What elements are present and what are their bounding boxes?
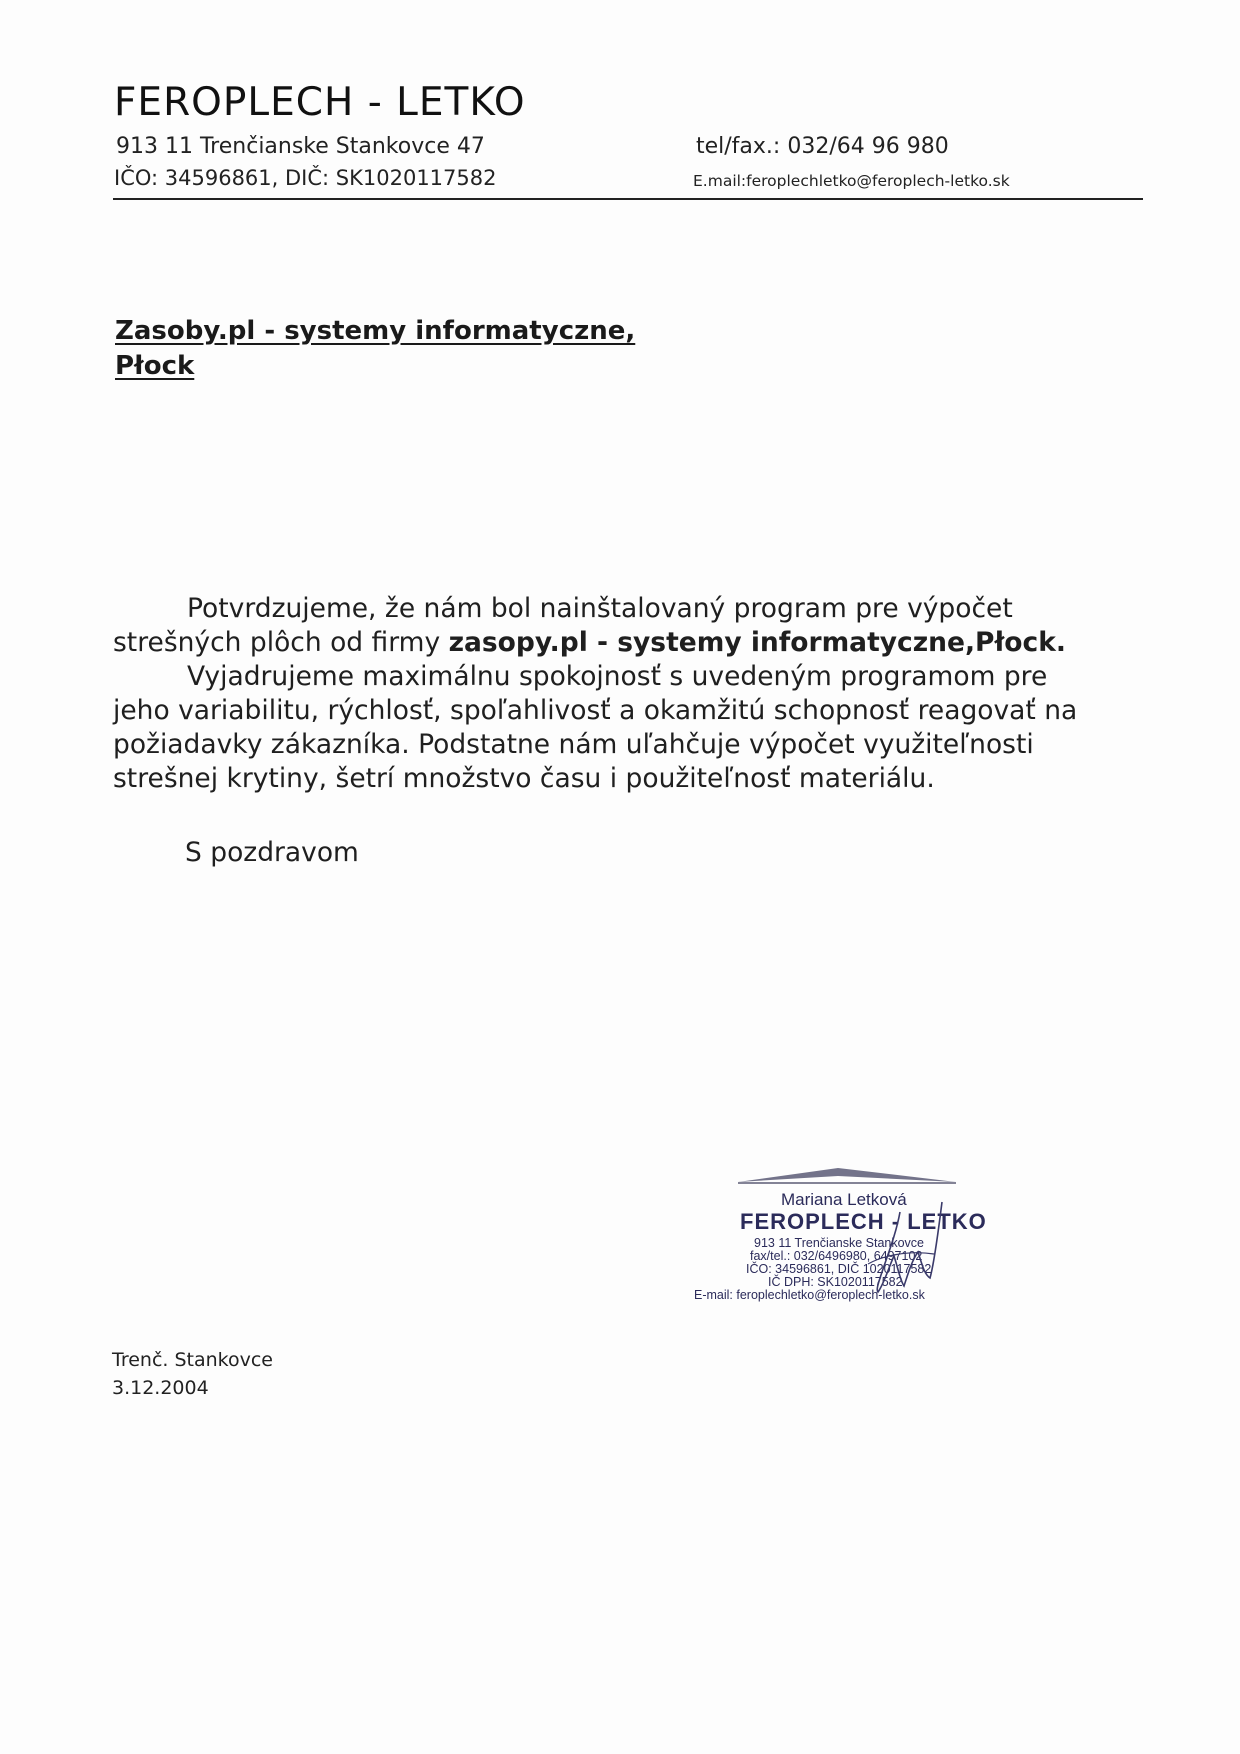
company-telfax: tel/fax.: 032/64 96 980 — [696, 134, 949, 159]
body-line: strešnej krytiny, šetrí množstvo času i použiteľnosť materiálu. — [113, 763, 935, 794]
stamp-phone: fax/tel.: 032/6496980, 6497102 — [750, 1249, 923, 1263]
letter-date: 3.12.2004 — [112, 1377, 209, 1399]
body-bold-company: zasopy.pl - systemy informatyczne,Płock. — [448, 627, 1066, 658]
stamp-owner: Mariana Letková — [781, 1190, 907, 1209]
company-stamp — [688, 1164, 1038, 1324]
body-line: Potvrdzujeme, že nám bol nainštalovaný program pre výpočet — [187, 593, 1013, 624]
body-line — [113, 627, 1066, 658]
stamp-ids: IČO: 34596861, DIČ 1020117582 — [746, 1262, 932, 1276]
body-text: strešných plôch od firmy — [113, 627, 449, 658]
body-line: požiadavky zákazníka. Podstatne nám uľahčuje výpočet využiteľnosti — [113, 729, 1034, 760]
company-email: E.mail:feroplechletko@feroplech-letko.sk — [693, 172, 1010, 190]
signature-icon — [838, 1194, 958, 1304]
header-divider — [113, 198, 1143, 200]
company-address: 913 11 Trenčianske Stankovce 47 — [116, 134, 485, 159]
recipient-line-1: Zasoby.pl - systemy informatyczne, — [115, 316, 636, 346]
company-name: FEROPLECH - LETKO — [114, 80, 526, 125]
recipient-line-2: Płock — [115, 351, 195, 381]
closing-greeting: S pozdravom — [185, 837, 359, 868]
body-line: Vyjadrujeme maximálnu spokojnosť s uvedeným programom pre — [187, 661, 1048, 692]
stamp-vat: IČ DPH: SK1020117582 — [768, 1275, 903, 1289]
stamp-email: E-mail: feroplechletko@feroplech-letko.sk — [694, 1288, 925, 1302]
stamp-company: FEROPLECH - LETKO — [740, 1209, 987, 1234]
company-ids: IČO: 34596861, DIČ: SK1020117582 — [114, 166, 497, 190]
body-line: jeho variabilitu, rýchlosť, spoľahlivosť a okamžitú schopnosť reagovať na — [113, 695, 1078, 726]
letter-place: Trenč. Stankovce — [112, 1349, 273, 1371]
stamp-address: 913 11 Trenčianske Stankovce — [754, 1236, 925, 1250]
